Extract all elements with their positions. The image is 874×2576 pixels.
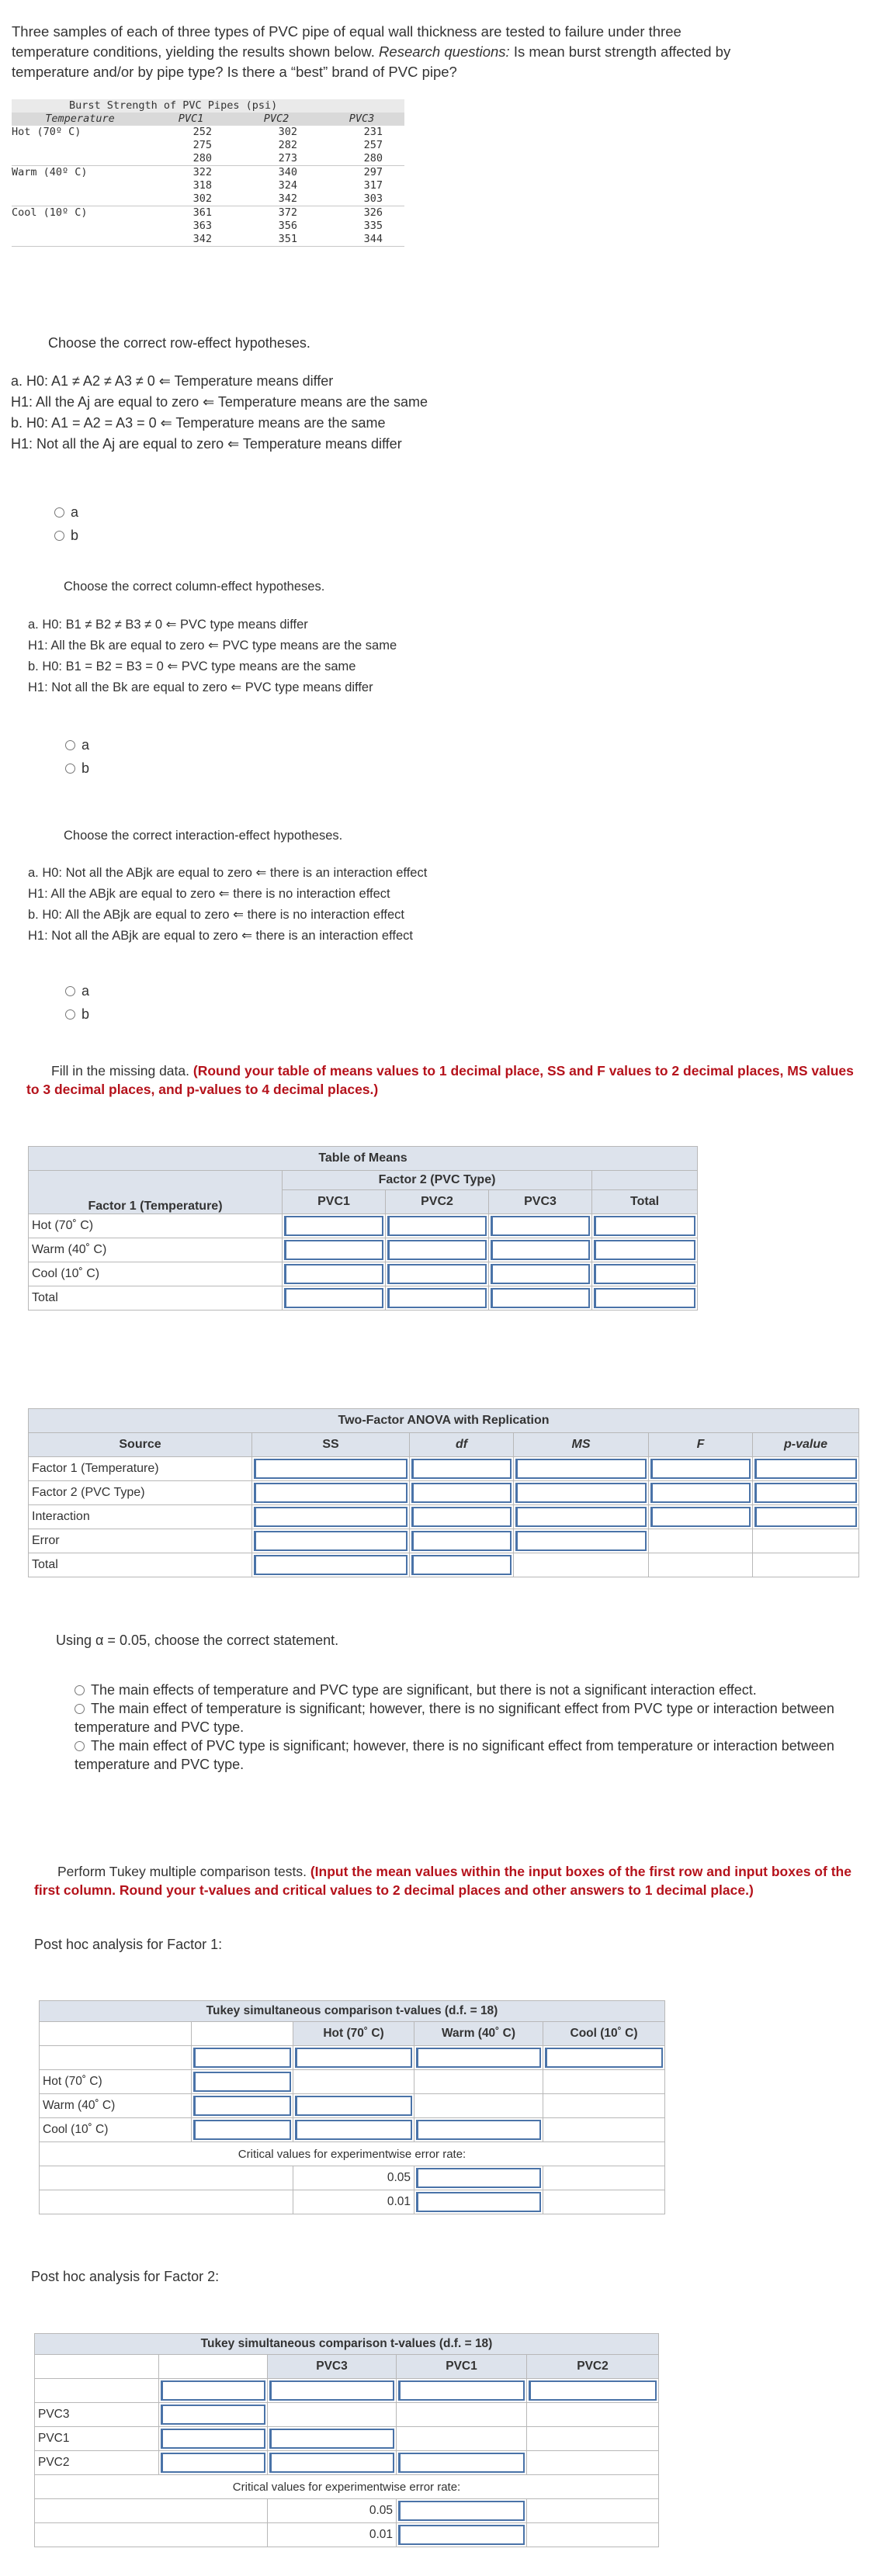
col-header: df (410, 1433, 514, 1457)
mean-input[interactable] (416, 2048, 541, 2068)
tukey-table-factor1 (39, 2000, 665, 2214)
col-header: F (649, 1433, 753, 1457)
col-header: PVC3 (268, 2355, 397, 2379)
row-label: Hot (70º C) (12, 126, 82, 138)
ms-input[interactable] (515, 1483, 647, 1503)
cell: 361 (192, 206, 212, 219)
mean-input[interactable] (529, 2380, 657, 2401)
cell: 302 (278, 126, 297, 138)
hypothesis-line: H1: All the ABjk are equal to zero ⇐ there is no interaction effect (28, 887, 390, 901)
row-label: Total (29, 1553, 252, 1577)
cell: 351 (234, 233, 319, 247)
cell: 282 (278, 139, 297, 151)
mean-input[interactable] (284, 1288, 383, 1308)
cell: 317 (363, 179, 383, 192)
row-label: Hot (70˚ C) (40, 2070, 192, 2094)
row-label: Cool (10º C) (12, 206, 88, 219)
ss-input[interactable] (254, 1555, 408, 1575)
interaction-prompt: Choose the correct interaction-effect hypotheses. (64, 829, 343, 843)
row-effect-prompt: Choose the correct row-effect hypotheses. (48, 335, 310, 351)
row-label: Error (29, 1529, 252, 1553)
col-header: Warm (40˚ C) (414, 2022, 543, 2046)
interaction-hypotheses (28, 863, 427, 947)
burst-strength-table (12, 99, 404, 247)
p-value-input[interactable] (754, 1483, 857, 1503)
factor1-posthoc-label: Post hoc analysis for Factor 1: (34, 1937, 223, 1952)
hypothesis-line: a. H0: Not all the ABjk are equal to zero ⇐ there is an interaction effect (28, 866, 428, 880)
cell: 322 (192, 166, 212, 178)
tukey-title: Tukey simultaneous comparison t-values (d.f. = 18) (40, 2001, 665, 2022)
col-header: SS (252, 1433, 410, 1457)
ss-input[interactable] (254, 1531, 408, 1551)
f-input[interactable] (650, 1507, 751, 1527)
mean-input[interactable] (193, 2096, 291, 2116)
mean-input[interactable] (594, 1240, 695, 1260)
hypothesis-line: H1: Not all the ABjk are equal to zero ⇐ there is an interaction effect (28, 929, 413, 943)
cell: 252 (192, 126, 212, 138)
col-header: PVC3 (489, 1190, 592, 1214)
t-value-input[interactable] (398, 2453, 525, 2473)
intro-line-3: temperature and/or by pipe type? Is there a “best” brand of PVC pipe? (12, 64, 457, 80)
statement-option-1[interactable]: The main effects of temperature and PVC type are significant, but there is not a significant interaction effect. (75, 1681, 869, 1699)
radio-circle[interactable] (65, 986, 75, 996)
alpha-level: 0.05 (268, 2499, 397, 2523)
f-input[interactable] (650, 1459, 751, 1479)
col-header: PVC1 (397, 2355, 527, 2379)
factor2-header: Factor 2 (PVC Type) (283, 1171, 592, 1190)
alpha-level: 0.01 (268, 2523, 397, 2547)
f-input[interactable] (650, 1483, 751, 1503)
cell: 356 (278, 220, 297, 232)
mean-input[interactable] (161, 2429, 265, 2449)
col-header: PVC1 (148, 113, 234, 126)
col-header: Source (29, 1433, 252, 1457)
cell: 257 (363, 139, 383, 151)
radio-circle[interactable] (75, 1704, 85, 1714)
mean-input[interactable] (594, 1264, 695, 1284)
critical-label: Critical values for experimentwise error rate: (35, 2475, 659, 2499)
col-header: Hot (70˚ C) (293, 2022, 414, 2046)
tukey-table-factor2 (34, 2333, 659, 2547)
tukey-title: Tukey simultaneous comparison t-values (d.f. = 18) (35, 2334, 659, 2355)
table-of-means (28, 1146, 698, 1311)
mean-input[interactable] (398, 2380, 525, 2401)
p-value-input[interactable] (754, 1507, 857, 1527)
radio-circle[interactable] (54, 531, 64, 541)
col-header: Cool (10˚ C) (543, 2022, 665, 2046)
mean-input[interactable] (491, 1288, 590, 1308)
cell: 342 (234, 192, 319, 206)
df-input[interactable] (411, 1507, 512, 1527)
cell: 280 (319, 152, 404, 166)
cell: 318 (192, 179, 212, 192)
mean-input[interactable] (387, 1216, 487, 1236)
hypothesis-line: H1: All the Bk are equal to zero ⇐ PVC type means are the same (28, 639, 397, 653)
radio-option-a[interactable]: a (65, 979, 89, 1002)
mean-input[interactable] (161, 2405, 265, 2425)
means-title: Table of Means (29, 1147, 698, 1171)
mean-input[interactable] (387, 1240, 487, 1260)
radio-circle[interactable] (75, 1685, 85, 1695)
cell: 326 (363, 206, 383, 219)
ss-input[interactable] (254, 1459, 408, 1479)
ms-input[interactable] (515, 1459, 647, 1479)
row-label: Warm (40˚ C) (40, 2094, 192, 2118)
row-label: PVC2 (35, 2451, 159, 2475)
row-effect-options (54, 500, 78, 547)
intro-line-2: temperature conditions, yielding the results shown below. Research questions: Is mean burst strength affected by (12, 43, 731, 60)
cell: 275 (192, 139, 212, 151)
p-value-input[interactable] (754, 1459, 857, 1479)
factor1-header: Factor 1 (Temperature) (29, 1171, 283, 1214)
critical-label: Critical values for experimentwise error rate: (40, 2142, 665, 2166)
ss-input[interactable] (254, 1483, 408, 1503)
mean-input[interactable] (284, 1240, 383, 1260)
mean-input[interactable] (545, 2048, 663, 2068)
data-table-caption: Burst Strength of PVC Pipes (psi) (12, 99, 404, 113)
fill-in-instruction: Fill in the missing data. (Round your table of means values to 1 decimal place, SS and F values to 2 decimal places, MS values to 3 decimal places, and p-values to 4 decimal places.) (26, 1063, 854, 1097)
mean-input[interactable] (387, 1264, 487, 1284)
hypothesis-line: b. H0: All the ABjk are equal to zero ⇐ there is no interaction effect (28, 908, 404, 922)
mean-input[interactable] (295, 2048, 412, 2068)
mean-input[interactable] (594, 1288, 695, 1308)
hypothesis-line: a. H0: B1 ≠ B2 ≠ B3 ≠ 0 ⇐ PVC type means differ (28, 618, 308, 632)
col-effect-options (65, 733, 89, 780)
cell: 372 (278, 206, 297, 219)
col-header: PVC3 (319, 113, 404, 126)
critical-value-input[interactable] (416, 2192, 541, 2212)
statement-option-2[interactable]: The main effect of temperature is significant; however, there is no significant effect from PVC type or interaction between temperature and PVC type. (75, 1701, 834, 1735)
critical-value-input[interactable] (398, 2501, 525, 2521)
cell: 297 (363, 166, 383, 178)
col-header: PVC2 (527, 2355, 659, 2379)
cell: 280 (148, 152, 234, 166)
factor2-posthoc-label: Post hoc analysis for Factor 2: (31, 2269, 220, 2284)
mean-input[interactable] (269, 2380, 394, 2401)
cell: 231 (363, 126, 383, 138)
mean-input[interactable] (193, 2120, 291, 2140)
critical-value-input[interactable] (398, 2525, 525, 2545)
ms-input[interactable] (515, 1531, 647, 1551)
row-label: Warm (40º C) (12, 166, 88, 178)
statement-option-3[interactable]: The main effect of PVC type is significant; however, there is no significant effect from temperature or interaction between temperature and PVC type. (75, 1738, 834, 1772)
t-value-input[interactable] (269, 2453, 394, 2473)
alpha-level: 0.01 (293, 2190, 414, 2214)
hypothesis-line: b. H0: A1 = A2 = A3 = 0 ⇐ Temperature means are the same (11, 415, 386, 431)
mean-input[interactable] (161, 2453, 265, 2473)
hypothesis-line: H1: All the Aj are equal to zero ⇐ Temperature means are the same (11, 394, 428, 410)
radio-option-a[interactable]: a (54, 500, 78, 524)
mean-input[interactable] (491, 1240, 590, 1260)
radio-option-b[interactable]: b (65, 1002, 89, 1026)
ss-input[interactable] (254, 1507, 408, 1527)
t-value-input[interactable] (416, 2120, 541, 2140)
df-input[interactable] (411, 1531, 512, 1551)
mean-input[interactable] (193, 2072, 291, 2092)
mean-input[interactable] (387, 1288, 487, 1308)
df-input[interactable] (411, 1459, 512, 1479)
row-label: Cool (10˚ C) (40, 2118, 192, 2142)
intro-line-1: Three samples of each of three types of PVC pipe of equal wall thickness are tested to failure under three (12, 23, 682, 40)
row-effect-hypotheses (11, 371, 428, 455)
radio-option-b[interactable]: b (54, 524, 78, 547)
hypothesis-line: H1: Not all the Bk are equal to zero ⇐ PVC type means differ (28, 680, 373, 694)
radio-circle[interactable] (65, 763, 75, 774)
mean-input[interactable] (594, 1216, 695, 1236)
cell: 344 (319, 233, 404, 247)
cell: 342 (148, 233, 234, 247)
mean-input[interactable] (491, 1264, 590, 1284)
mean-input[interactable] (161, 2380, 265, 2401)
radio-circle[interactable] (65, 1009, 75, 1020)
row-label: PVC1 (35, 2427, 159, 2451)
row-label: Interaction (29, 1505, 252, 1529)
t-value-input[interactable] (295, 2096, 412, 2116)
col-header: MS (514, 1433, 649, 1457)
row-label: Factor 1 (Temperature) (29, 1457, 252, 1481)
col-header: Total (592, 1190, 698, 1214)
row-label: Hot (70˚ C) (29, 1214, 283, 1238)
hypothesis-line: b. H0: B1 = B2 = B3 = 0 ⇐ PVC type means are the same (28, 660, 356, 673)
col-header: PVC2 (386, 1190, 489, 1214)
alpha-prompt: Using α = 0.05, choose the correct statement. (56, 1633, 339, 1648)
radio-option-b[interactable]: b (65, 757, 89, 780)
radio-circle[interactable] (75, 1741, 85, 1751)
cell: 303 (319, 192, 404, 206)
col-effect-hypotheses (28, 615, 397, 698)
cell: 324 (278, 179, 297, 192)
alpha-level: 0.05 (293, 2166, 414, 2190)
t-value-input[interactable] (269, 2429, 394, 2449)
interaction-options (65, 979, 89, 1026)
row-label: PVC3 (35, 2403, 159, 2427)
anova-title: Two-Factor ANOVA with Replication (29, 1409, 859, 1433)
critical-value-input[interactable] (416, 2168, 541, 2188)
mean-input[interactable] (284, 1264, 383, 1284)
row-label: Total (29, 1286, 283, 1311)
col-header: p-value (753, 1433, 859, 1457)
df-input[interactable] (411, 1483, 512, 1503)
tukey-instruction: Perform Tukey multiple comparison tests. (Input the mean values within the input boxes of the first row and input boxes of the first column. Round your t-values and critical values to 2 decimal places and other answers to 1 decimal place.) (34, 1864, 851, 1898)
mean-input[interactable] (284, 1216, 383, 1236)
mean-input[interactable] (491, 1216, 590, 1236)
anova-table (28, 1408, 859, 1577)
row-label: Warm (40˚ C) (29, 1238, 283, 1262)
t-value-input[interactable] (295, 2120, 412, 2140)
col-header: PVC2 (234, 113, 319, 126)
col-effect-prompt: Choose the correct column-effect hypotheses. (64, 580, 325, 594)
ms-input[interactable] (515, 1507, 647, 1527)
col-header: PVC1 (283, 1190, 386, 1214)
df-input[interactable] (411, 1555, 512, 1575)
row-label: Cool (10˚ C) (29, 1262, 283, 1286)
cell: 335 (363, 220, 383, 232)
radio-circle[interactable] (65, 740, 75, 750)
cell: 273 (234, 152, 319, 166)
alpha-options (75, 1681, 869, 1774)
radio-circle[interactable] (54, 507, 64, 518)
row-label: Factor 2 (PVC Type) (29, 1481, 252, 1505)
mean-input[interactable] (193, 2048, 291, 2068)
problem-statement (12, 22, 865, 82)
col-header: Temperature (12, 113, 148, 126)
radio-option-a[interactable]: a (65, 733, 89, 757)
cell: 302 (148, 192, 234, 206)
cell: 363 (192, 220, 212, 232)
hypothesis-line: a. H0: A1 ≠ A2 ≠ A3 ≠ 0 ⇐ Temperature means differ (11, 373, 334, 389)
cell: 340 (278, 166, 297, 178)
hypothesis-line: H1: Not all the Aj are equal to zero ⇐ Temperature means differ (11, 436, 402, 452)
